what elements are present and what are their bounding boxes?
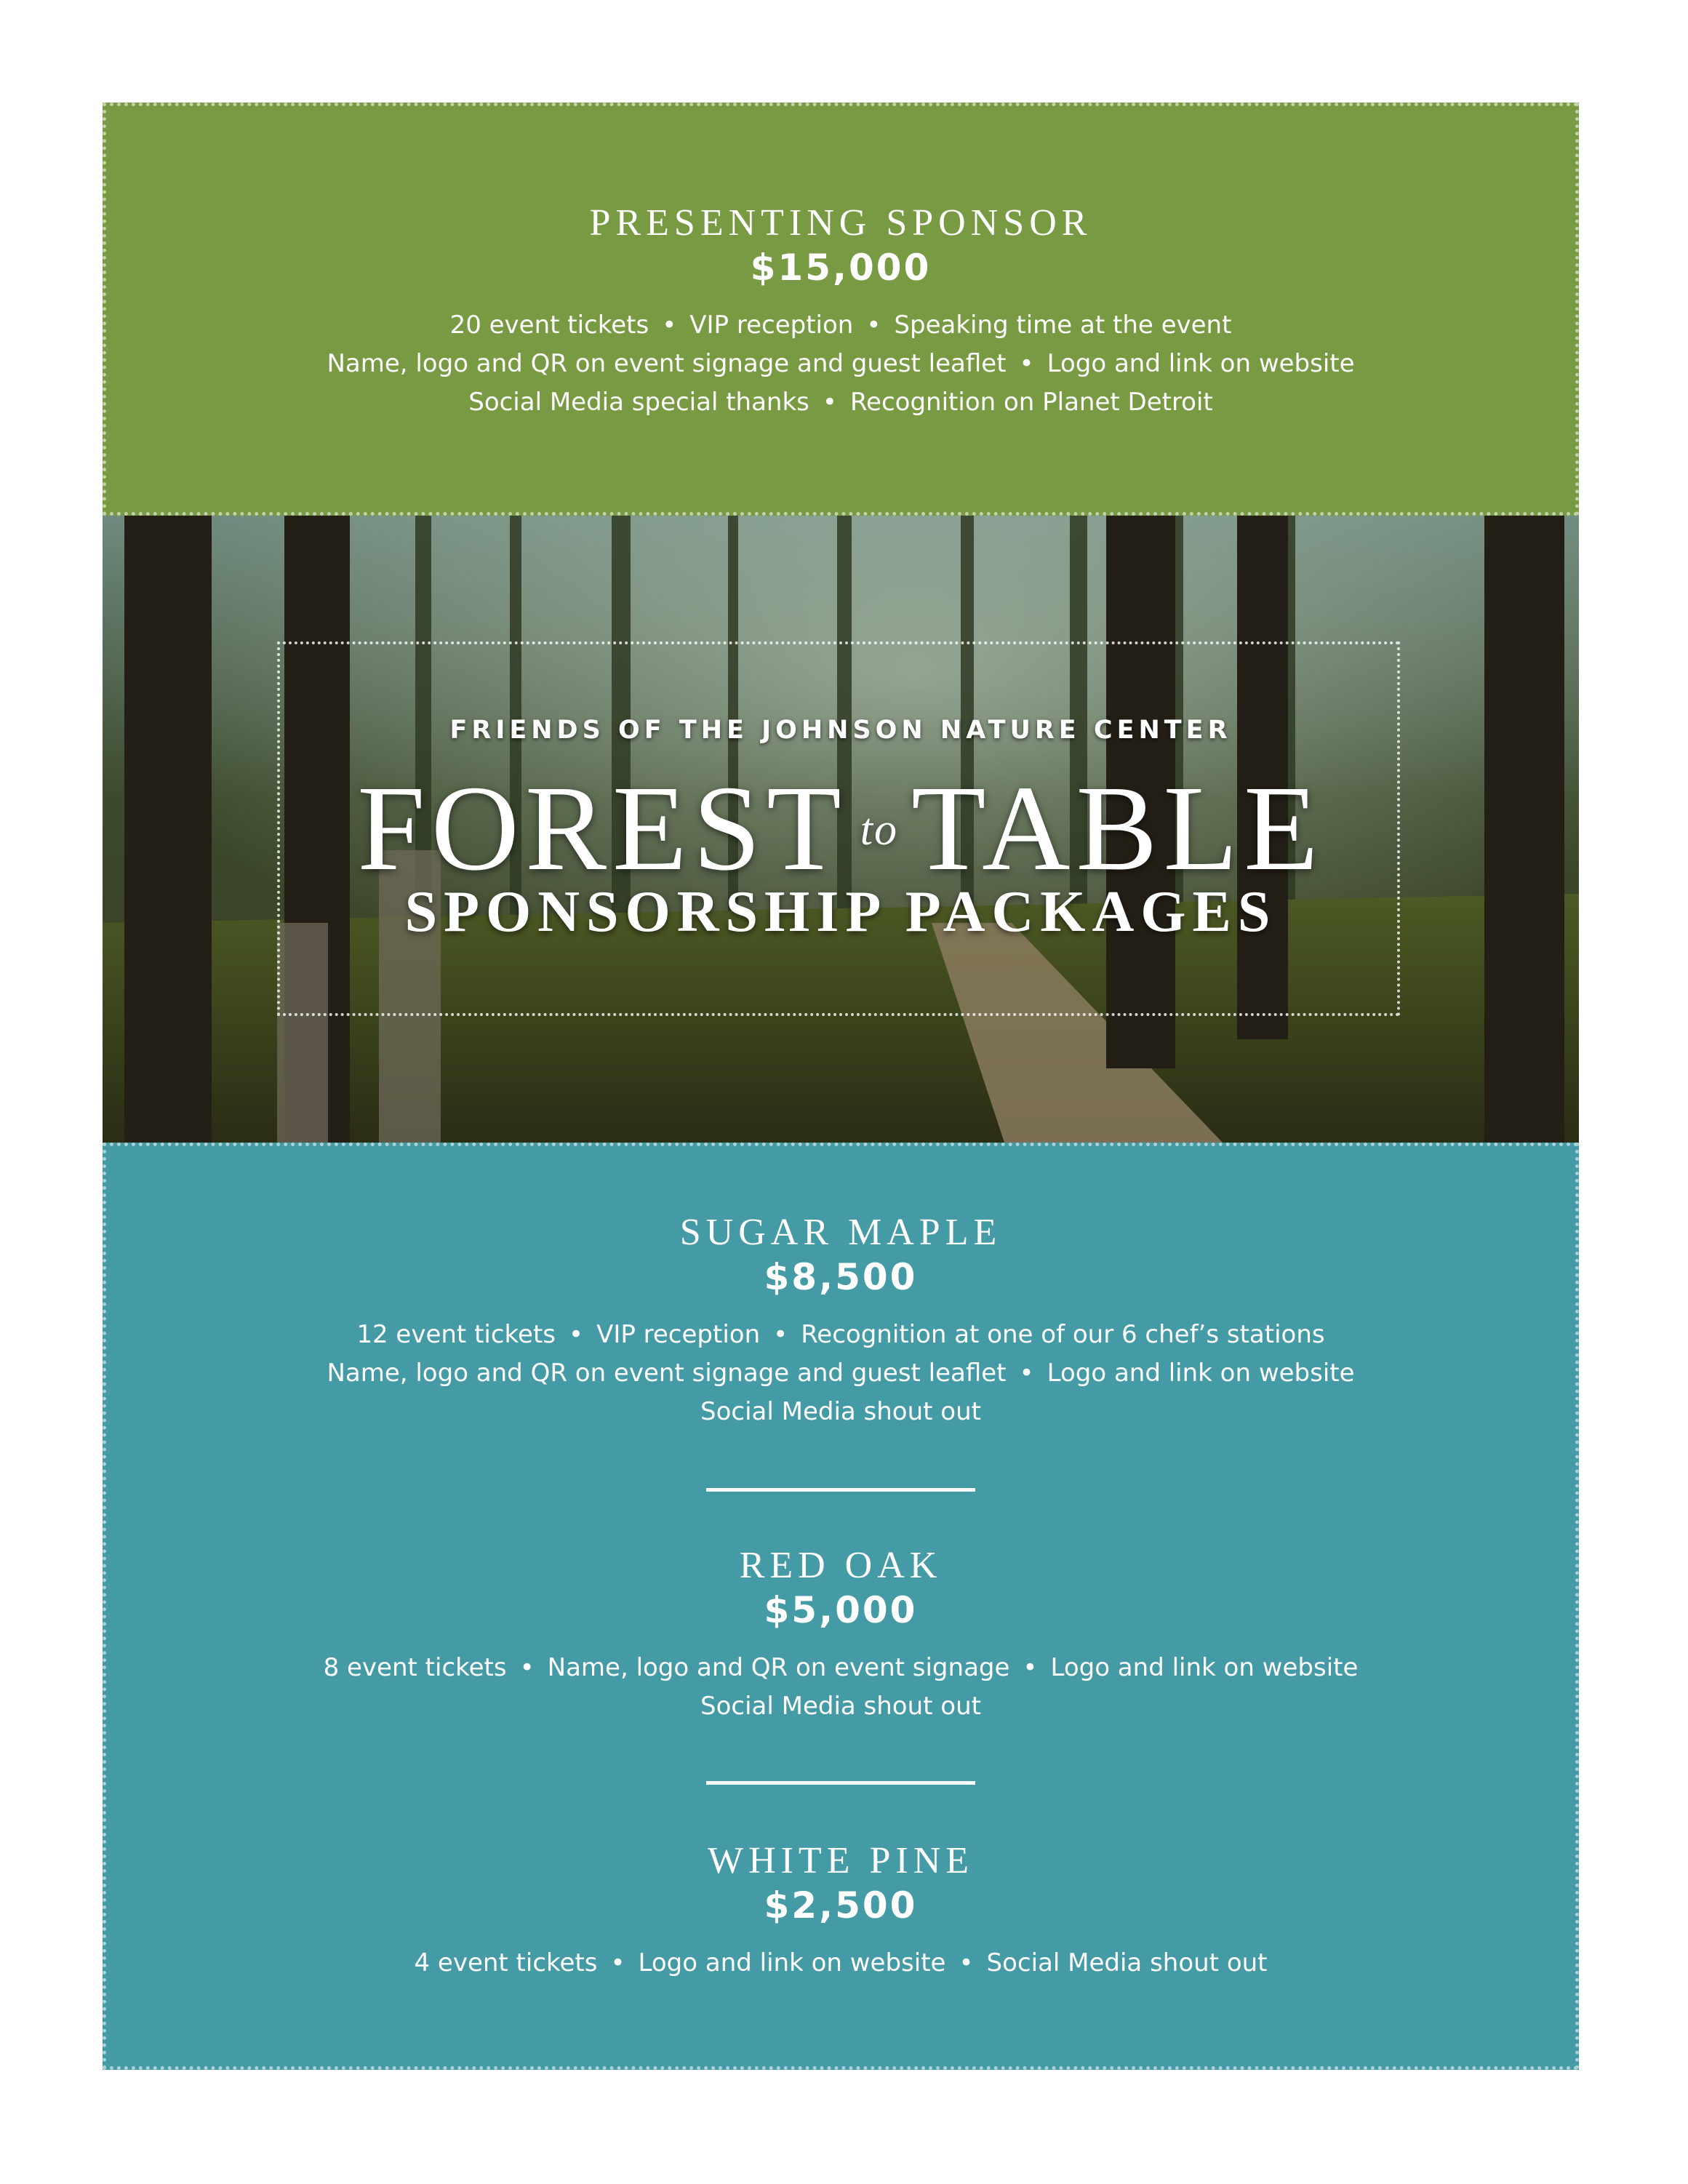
benefit-item: 12 event tickets [356, 1320, 556, 1349]
benefit-item: Logo and link on website [1047, 1359, 1355, 1388]
tier-price: $8,500 [764, 1256, 918, 1298]
tier-price: $5,000 [764, 1589, 918, 1631]
benefit-item: Name, logo and QR on event signage and guest leaflet [327, 349, 1007, 378]
tier-benefits [103, 1316, 1579, 1431]
main-title [103, 761, 1579, 896]
benefit-line [103, 345, 1579, 383]
tier-benefits [103, 1649, 1579, 1726]
benefit-item: Logo and link on website [638, 1948, 946, 1977]
subtitle: SPONSORSHIP PACKAGES [404, 880, 1277, 944]
benefit-line [103, 383, 1579, 422]
tiers-panel [103, 1143, 1579, 2070]
benefit-item: VIP reception [689, 311, 854, 340]
benefit-line [103, 1687, 1579, 1726]
tier-benefits [103, 306, 1579, 422]
bullet-separator: • [662, 311, 677, 340]
benefit-line [103, 1393, 1579, 1431]
bullet-separator: • [773, 1320, 788, 1349]
presenting-tier [103, 201, 1579, 422]
benefit-line [103, 1649, 1579, 1687]
benefit-item: VIP reception [596, 1320, 761, 1349]
benefit-item: Logo and link on website [1047, 349, 1355, 378]
tier-red-oak [103, 1544, 1579, 1726]
benefit-item: Speaking time at the event [894, 311, 1232, 340]
bullet-separator: • [610, 1948, 625, 1977]
tier-name: PRESENTING SPONSOR [589, 202, 1092, 244]
benefit-item: Social Media shout out [700, 1397, 981, 1426]
tier-sugar-maple [103, 1211, 1579, 1431]
forest-hero-image [103, 516, 1579, 1143]
benefit-item: Social Media shout out [986, 1948, 1268, 1977]
tier-benefits [103, 1944, 1579, 1983]
bullet-separator: • [1019, 1359, 1034, 1388]
tier-white-pine [103, 1839, 1579, 1983]
benefit-item: Recognition at one of our 6 chef’s stations [801, 1320, 1325, 1349]
benefit-item: 4 event tickets [414, 1948, 598, 1977]
bullet-separator: • [959, 1948, 974, 1977]
section-divider [706, 1488, 975, 1492]
tier-name: SUGAR MAPLE [679, 1212, 1002, 1253]
benefit-line [103, 1944, 1579, 1983]
tier-price: $15,000 [750, 247, 932, 289]
title-block [103, 716, 1579, 745]
tier-name: WHITE PINE [707, 1840, 975, 1881]
main-title-row [103, 761, 1579, 896]
bullet-separator: • [1023, 1653, 1038, 1682]
benefit-item: Recognition on Planet Detroit [849, 388, 1213, 417]
organization-name: FRIENDS OF THE JOHNSON NATURE CENTER [449, 716, 1232, 745]
presenting-sponsor-panel [103, 103, 1579, 516]
main-title-left: FOREST [357, 761, 847, 896]
benefit-item: 8 event tickets [323, 1653, 507, 1682]
bullet-separator: • [1019, 349, 1034, 378]
main-title-connector: to [860, 805, 898, 855]
benefit-item: 20 event tickets [449, 311, 649, 340]
benefit-line [103, 1316, 1579, 1354]
benefit-item: Social Media special thanks [468, 388, 809, 417]
bullet-separator: • [866, 311, 881, 340]
benefit-item: Name, logo and QR on event signage [547, 1653, 1010, 1682]
section-divider [706, 1781, 975, 1785]
bullet-separator: • [519, 1653, 535, 1682]
bullet-separator: • [569, 1320, 584, 1349]
subtitle-row [103, 879, 1579, 945]
tier-price: $2,500 [764, 1884, 918, 1927]
benefit-item: Social Media shout out [700, 1692, 981, 1721]
benefit-line [103, 306, 1579, 345]
benefit-line [103, 1354, 1579, 1393]
bullet-separator: • [822, 388, 837, 417]
benefit-item: Logo and link on website [1050, 1653, 1359, 1682]
tier-name: RED OAK [739, 1545, 943, 1586]
main-title-right: TABLE [911, 761, 1324, 896]
benefit-item: Name, logo and QR on event signage and guest leaflet [327, 1359, 1007, 1388]
